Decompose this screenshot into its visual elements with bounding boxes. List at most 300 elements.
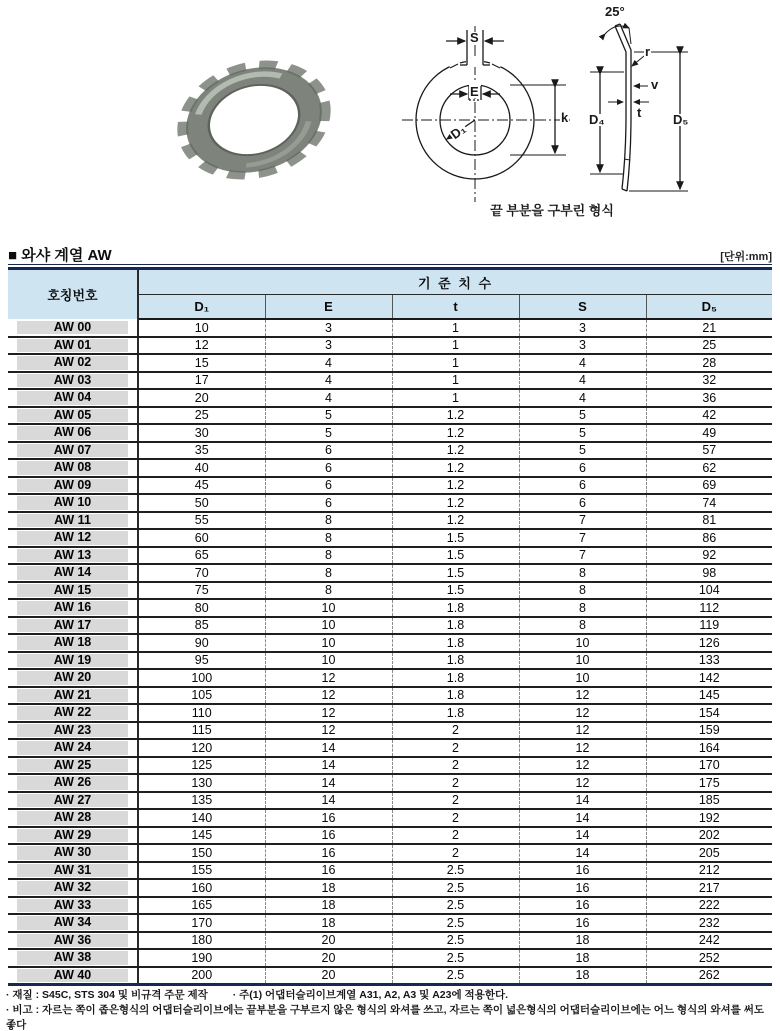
value-cell: 110 [138,704,265,722]
footnote-line-2 [6,1003,776,1031]
table-row [8,424,772,442]
value-cell: 18 [519,932,646,950]
value-cell: 125 [138,757,265,775]
table-row [8,739,772,757]
value-cell: 6 [519,477,646,495]
value-cell: 180 [138,932,265,950]
dim-label-d4: D₄ [589,112,605,127]
value-cell: 7 [519,529,646,547]
side-view-diagram [582,4,700,202]
value-cell: 18 [519,949,646,967]
value-cell: 69 [646,477,772,495]
figure-area [0,0,780,238]
washer-photo-drawing [138,20,368,218]
value-cell: 70 [138,564,265,582]
row-designation: AW 01 [8,337,138,355]
table-row [8,897,772,915]
value-cell: 18 [265,879,392,897]
value-cell: 1.8 [392,599,519,617]
value-cell: 142 [646,669,772,687]
value-cell: 8 [265,512,392,530]
value-cell: 12 [265,722,392,740]
value-cell: 18 [265,897,392,915]
value-cell: 119 [646,617,772,635]
value-cell: 8 [519,617,646,635]
value-cell: 18 [519,967,646,985]
dim-label-v: v [651,77,659,92]
remark-note: · 비고 : 자르는 쪽이 좁은형식의 어댑터슬리이브에는 끝부분을 구부르지 않은 형식의 와셔를 쓰고, 자르는 쪽이 넓은형식의 어댑터슬리이브에는 어느 형식의 와셔를 써도 좋다 [6,1004,764,1031]
value-cell: 40 [138,459,265,477]
value-cell: 12 [519,739,646,757]
table-row [8,687,772,705]
value-cell: 16 [265,862,392,880]
value-cell: 1.8 [392,617,519,635]
row-designation: AW 15 [8,582,138,600]
value-cell: 120 [138,739,265,757]
value-cell: 4 [519,354,646,372]
row-designation: AW 06 [8,424,138,442]
row-designation: AW 13 [8,547,138,565]
value-cell: 190 [138,949,265,967]
value-cell: 100 [138,669,265,687]
value-cell: 104 [646,582,772,600]
value-cell: 8 [265,529,392,547]
value-cell: 15 [138,354,265,372]
row-designation: AW 36 [8,932,138,950]
value-cell: 1.8 [392,687,519,705]
value-cell: 202 [646,827,772,845]
value-cell: 6 [265,442,392,460]
dim-label-k: k [561,110,569,125]
value-cell: 1.2 [392,494,519,512]
value-cell: 164 [646,739,772,757]
designation-header: 호칭번호 [8,269,138,320]
value-cell: 81 [646,512,772,530]
value-cell: 14 [519,844,646,862]
value-cell: 92 [646,547,772,565]
col-header-d1: D₁ [138,295,265,320]
row-designation: AW 17 [8,617,138,635]
value-cell: 2 [392,722,519,740]
value-cell: 135 [138,792,265,810]
value-cell: 35 [138,442,265,460]
value-cell: 36 [646,389,772,407]
value-cell: 165 [138,897,265,915]
value-cell: 12 [519,704,646,722]
value-cell: 1 [392,354,519,372]
value-cell: 2 [392,809,519,827]
table-row [8,564,772,582]
row-designation: AW 33 [8,897,138,915]
table-row [8,547,772,565]
value-cell: 16 [519,879,646,897]
row-designation: AW 38 [8,949,138,967]
value-cell: 2 [392,827,519,845]
value-cell: 1 [392,389,519,407]
row-designation: AW 05 [8,407,138,425]
value-cell: 2 [392,774,519,792]
spec-table-body [8,319,772,985]
value-cell: 4 [519,372,646,390]
footnote-line-1 [6,988,776,1003]
row-designation: AW 34 [8,914,138,932]
value-cell: 10 [265,634,392,652]
value-cell: 7 [519,547,646,565]
table-row [8,809,772,827]
value-cell: 205 [646,844,772,862]
value-cell: 2.5 [392,932,519,950]
value-cell: 8 [265,564,392,582]
table-row [8,879,772,897]
value-cell: 2.5 [392,967,519,985]
value-cell: 1.2 [392,459,519,477]
value-cell: 8 [265,582,392,600]
row-designation: AW 09 [8,477,138,495]
table-row [8,669,772,687]
dim-label-angle: 25° [605,4,625,19]
front-view-diagram [398,8,590,206]
value-cell: 4 [265,354,392,372]
table-row [8,844,772,862]
value-cell: 17 [138,372,265,390]
table-row [8,704,772,722]
value-cell: 62 [646,459,772,477]
group-header: 기 준 치 수 [138,269,772,295]
value-cell: 200 [138,967,265,985]
side-view-drawing [582,4,700,202]
value-cell: 2.5 [392,879,519,897]
value-cell: 75 [138,582,265,600]
value-cell: 80 [138,599,265,617]
value-cell: 50 [138,494,265,512]
value-cell: 170 [646,757,772,775]
value-cell: 8 [519,582,646,600]
value-cell: 18 [265,914,392,932]
table-row [8,652,772,670]
value-cell: 6 [265,477,392,495]
value-cell: 133 [646,652,772,670]
value-cell: 16 [519,897,646,915]
value-cell: 74 [646,494,772,512]
row-designation: AW 19 [8,652,138,670]
value-cell: 7 [519,512,646,530]
value-cell: 1.5 [392,529,519,547]
value-cell: 1.2 [392,407,519,425]
table-row [8,617,772,635]
table-row [8,494,772,512]
value-cell: 2 [392,792,519,810]
value-cell: 3 [265,337,392,355]
row-designation: AW 21 [8,687,138,705]
row-designation: AW 10 [8,494,138,512]
dim-label-d1: D₁ [447,121,469,143]
table-row [8,512,772,530]
row-designation: AW 12 [8,529,138,547]
value-cell: 14 [519,792,646,810]
table-row [8,862,772,880]
table-row [8,774,772,792]
row-designation: AW 26 [8,774,138,792]
value-cell: 95 [138,652,265,670]
value-cell: 45 [138,477,265,495]
value-cell: 154 [646,704,772,722]
row-designation: AW 03 [8,372,138,390]
value-cell: 65 [138,547,265,565]
value-cell: 4 [265,389,392,407]
table-row [8,354,772,372]
value-cell: 159 [646,722,772,740]
value-cell: 14 [519,827,646,845]
value-cell: 60 [138,529,265,547]
value-cell: 25 [138,407,265,425]
table-row [8,967,772,985]
front-view-drawing [398,8,590,206]
value-cell: 252 [646,949,772,967]
value-cell: 5 [265,424,392,442]
col-header-d5: D₅ [646,295,772,320]
row-designation: AW 16 [8,599,138,617]
value-cell: 3 [519,337,646,355]
table-row [8,337,772,355]
unit-label: [단위:mm] [720,251,772,263]
col-header-e: E [265,295,392,320]
value-cell: 10 [519,669,646,687]
value-cell: 10 [138,319,265,337]
section-title: ■ 와샤 계열 AW [8,247,112,264]
value-cell: 1.8 [392,669,519,687]
row-designation: AW 32 [8,879,138,897]
value-cell: 12 [265,687,392,705]
value-cell: 160 [138,879,265,897]
row-designation: AW 11 [8,512,138,530]
value-cell: 140 [138,809,265,827]
row-designation: AW 31 [8,862,138,880]
col-header-t: t [392,295,519,320]
value-cell: 8 [265,547,392,565]
table-row [8,389,772,407]
table-row [8,319,772,337]
value-cell: 20 [265,932,392,950]
dim-label-e: E [470,84,479,99]
value-cell: 10 [265,599,392,617]
row-designation: AW 18 [8,634,138,652]
row-designation: AW 02 [8,354,138,372]
value-cell: 5 [519,442,646,460]
value-cell: 1.8 [392,704,519,722]
spec-table [8,267,772,986]
value-cell: 1 [392,319,519,337]
value-cell: 262 [646,967,772,985]
value-cell: 192 [646,809,772,827]
value-cell: 16 [265,827,392,845]
value-cell: 222 [646,897,772,915]
value-cell: 2 [392,844,519,862]
value-cell: 5 [519,407,646,425]
value-cell: 2.5 [392,862,519,880]
value-cell: 10 [519,634,646,652]
row-designation: AW 28 [8,809,138,827]
figure-caption: 끝 부분을 구부린 형식 [490,203,614,218]
value-cell: 115 [138,722,265,740]
table-row [8,407,772,425]
value-cell: 12 [265,704,392,722]
value-cell: 20 [265,949,392,967]
table-row [8,949,772,967]
table-row [8,932,772,950]
value-cell: 2.5 [392,897,519,915]
table-row [8,582,772,600]
value-cell: 1.5 [392,582,519,600]
value-cell: 20 [265,967,392,985]
value-cell: 2 [392,757,519,775]
table-row [8,442,772,460]
value-cell: 8 [519,599,646,617]
value-cell: 10 [265,652,392,670]
value-cell: 85 [138,617,265,635]
value-cell: 12 [265,669,392,687]
row-designation: AW 30 [8,844,138,862]
material-note: · 재질 : S45C, STS 304 및 비규격 주문 제작 [6,989,208,1001]
value-cell: 20 [138,389,265,407]
value-cell: 6 [519,494,646,512]
dim-label-r: r [645,44,651,59]
value-cell: 14 [519,809,646,827]
row-designation: AW 25 [8,757,138,775]
value-cell: 16 [265,844,392,862]
table-row [8,722,772,740]
row-designation: AW 40 [8,967,138,985]
row-designation: AW 14 [8,564,138,582]
value-cell: 14 [265,774,392,792]
value-cell: 217 [646,879,772,897]
value-cell: 90 [138,634,265,652]
row-designation: AW 29 [8,827,138,845]
application-note: · 주(1) 어댑터슬리이브계열 A31, A2, A3 및 A23에 적용한다. [232,989,509,1001]
value-cell: 55 [138,512,265,530]
value-cell: 49 [646,424,772,442]
table-row [8,634,772,652]
row-designation: AW 00 [8,319,138,337]
dim-label-s: S [470,30,479,45]
value-cell: 25 [646,337,772,355]
value-cell: 130 [138,774,265,792]
value-cell: 16 [519,862,646,880]
value-cell: 1.2 [392,512,519,530]
table-row [8,372,772,390]
value-cell: 1.5 [392,564,519,582]
value-cell: 232 [646,914,772,932]
value-cell: 2.5 [392,949,519,967]
row-designation: AW 23 [8,722,138,740]
row-designation: AW 24 [8,739,138,757]
value-cell: 12 [519,687,646,705]
section-titlebar [8,244,772,264]
value-cell: 185 [646,792,772,810]
value-cell: 14 [265,739,392,757]
value-cell: 212 [646,862,772,880]
value-cell: 145 [138,827,265,845]
value-cell: 6 [265,494,392,512]
value-cell: 1.8 [392,652,519,670]
value-cell: 3 [519,319,646,337]
row-designation: AW 08 [8,459,138,477]
value-cell: 32 [646,372,772,390]
value-cell: 242 [646,932,772,950]
table-row [8,477,772,495]
value-cell: 6 [265,459,392,477]
value-cell: 86 [646,529,772,547]
value-cell: 12 [519,774,646,792]
table-top-rule [8,264,772,265]
row-designation: AW 20 [8,669,138,687]
table-row [8,459,772,477]
washer-photo [138,20,368,218]
row-designation: AW 07 [8,442,138,460]
value-cell: 105 [138,687,265,705]
value-cell: 1 [392,372,519,390]
value-cell: 12 [519,757,646,775]
value-cell: 21 [646,319,772,337]
value-cell: 16 [265,809,392,827]
value-cell: 8 [519,564,646,582]
value-cell: 1.5 [392,547,519,565]
value-cell: 14 [265,757,392,775]
table-row [8,914,772,932]
table-row [8,827,772,845]
value-cell: 112 [646,599,772,617]
value-cell: 1.2 [392,477,519,495]
row-designation: AW 27 [8,792,138,810]
value-cell: 12 [138,337,265,355]
value-cell: 42 [646,407,772,425]
table-row [8,529,772,547]
value-cell: 1 [392,337,519,355]
value-cell: 57 [646,442,772,460]
value-cell: 5 [265,407,392,425]
value-cell: 16 [519,914,646,932]
value-cell: 4 [265,372,392,390]
footnotes [6,988,776,1031]
value-cell: 1.2 [392,442,519,460]
value-cell: 1.8 [392,634,519,652]
value-cell: 5 [519,424,646,442]
col-header-s: S [519,295,646,320]
value-cell: 126 [646,634,772,652]
dim-label-d5: D₅ [673,112,689,127]
value-cell: 98 [646,564,772,582]
value-cell: 30 [138,424,265,442]
dim-label-t: t [637,105,642,120]
value-cell: 4 [519,389,646,407]
value-cell: 12 [519,722,646,740]
value-cell: 145 [646,687,772,705]
row-designation: AW 04 [8,389,138,407]
value-cell: 150 [138,844,265,862]
value-cell: 10 [519,652,646,670]
value-cell: 2 [392,739,519,757]
value-cell: 3 [265,319,392,337]
value-cell: 170 [138,914,265,932]
value-cell: 14 [265,792,392,810]
value-cell: 28 [646,354,772,372]
spec-table-header [8,269,772,320]
table-row [8,757,772,775]
value-cell: 10 [265,617,392,635]
table-row [8,792,772,810]
row-designation: AW 22 [8,704,138,722]
value-cell: 2.5 [392,914,519,932]
value-cell: 1.2 [392,424,519,442]
